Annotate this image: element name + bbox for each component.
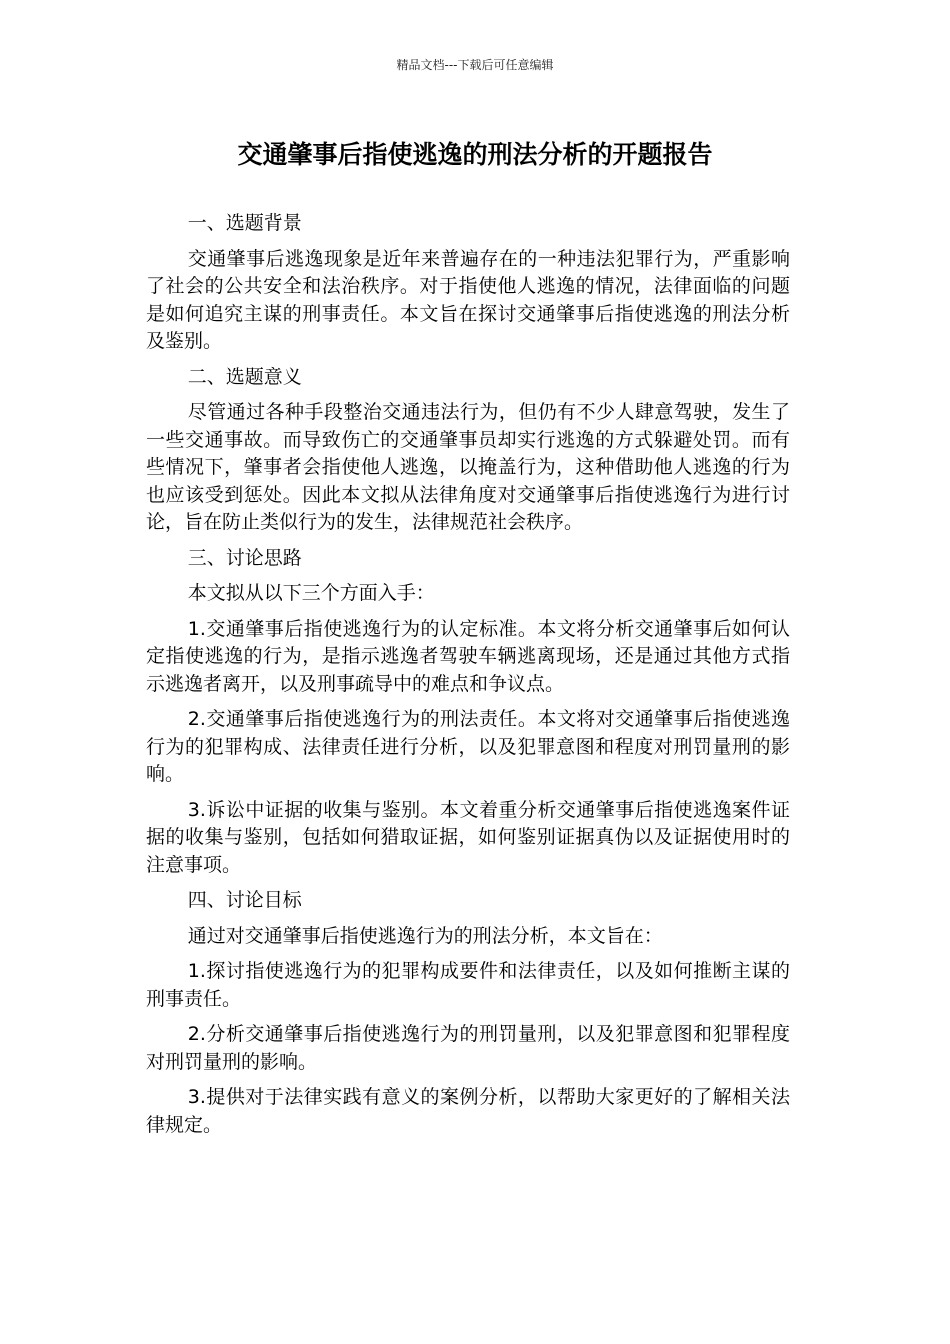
paragraph-background: 交通肇事后逃逸现象是近年来普遍存在的一种违法犯罪行为，严重影响了社会的公共安全和法治秩序。对于指使他人逃逸的情况，法律面临的问题是如何追究主谋的刑事责任。本文旨在探讨交通肇事后指使逃逸的刑法分析及鉴别。 [146, 247, 790, 352]
section-heading-approach: 三、讨论思路 [187, 546, 302, 569]
paragraph-goals-item-3: 3.提供对于法律实践有意义的案例分析，以帮助大家更好的了解相关法律规定。 [146, 1086, 790, 1136]
document-title: 交通肇事后指使逃逸的刑法分析的开题报告 [237, 140, 713, 169]
section-heading-significance: 二、选题意义 [187, 365, 302, 388]
paragraph-approach-item-1: 1.交通肇事后指使逃逸行为的认定标准。本文将分析交通肇事后如何认定指使逃逸的行为，是指示逃逸者驾驶车辆逃离现场，还是通过其他方式指示逃逸者离开，以及刑事疏导中的难点和争议点。 [146, 617, 790, 695]
header-note: 精品文档---下载后可任意编辑 [396, 58, 554, 72]
document-body [146, 210, 790, 1147]
paragraph-goals-item-2: 2.分析交通肇事后指使逃逸行为的刑罚量刑，以及犯罪意图和犯罪程度对刑罚量刑的影响。 [146, 1023, 790, 1073]
section-heading-background: 一、选题背景 [187, 212, 302, 234]
section-heading-goals: 四、讨论目标 [187, 889, 302, 911]
paragraph-goals-item-1: 1.探讨指使逃逸行为的犯罪构成要件和法律责任，以及如何推断主谋的刑事责任。 [146, 960, 790, 1010]
paragraph-significance: 尽管通过各种手段整治交通违法行为，但仍有不少人肆意驾驶，发生了一些交通事故。而导致伤亡的交通肇事员却实行逃逸的方式躲避处罚。而有些情况下，肇事者会指使他人逃逸，以掩盖行为，这种借助他人逃逸的行为也应该受到惩处。因此本文拟从法律角度对交通肇事后指使逃逸行为进行讨论，旨在防止类似行为的发生，法律规范社会秩序。 [146, 401, 790, 533]
paragraph-approach-intro: 本文拟从以下三个方面入手： [187, 582, 435, 604]
paragraph-goals-intro: 通过对交通肇事后指使逃逸行为的刑法分析，本文旨在： [187, 924, 663, 947]
paragraph-approach-item-3: 3.诉讼中证据的收集与鉴别。本文着重分析交通肇事后指使逃逸案件证据的收集与鉴别，包括如何猎取证据，如何鉴别证据真伪以及证据使用时的注意事项。 [146, 798, 790, 876]
paragraph-approach-item-2: 2.交通肇事后指使逃逸行为的刑法责任。本文将对交通肇事后指使逃逸行为的犯罪构成、法律责任进行分析，以及犯罪意图和程度对刑罚量刑的影响。 [146, 708, 790, 785]
